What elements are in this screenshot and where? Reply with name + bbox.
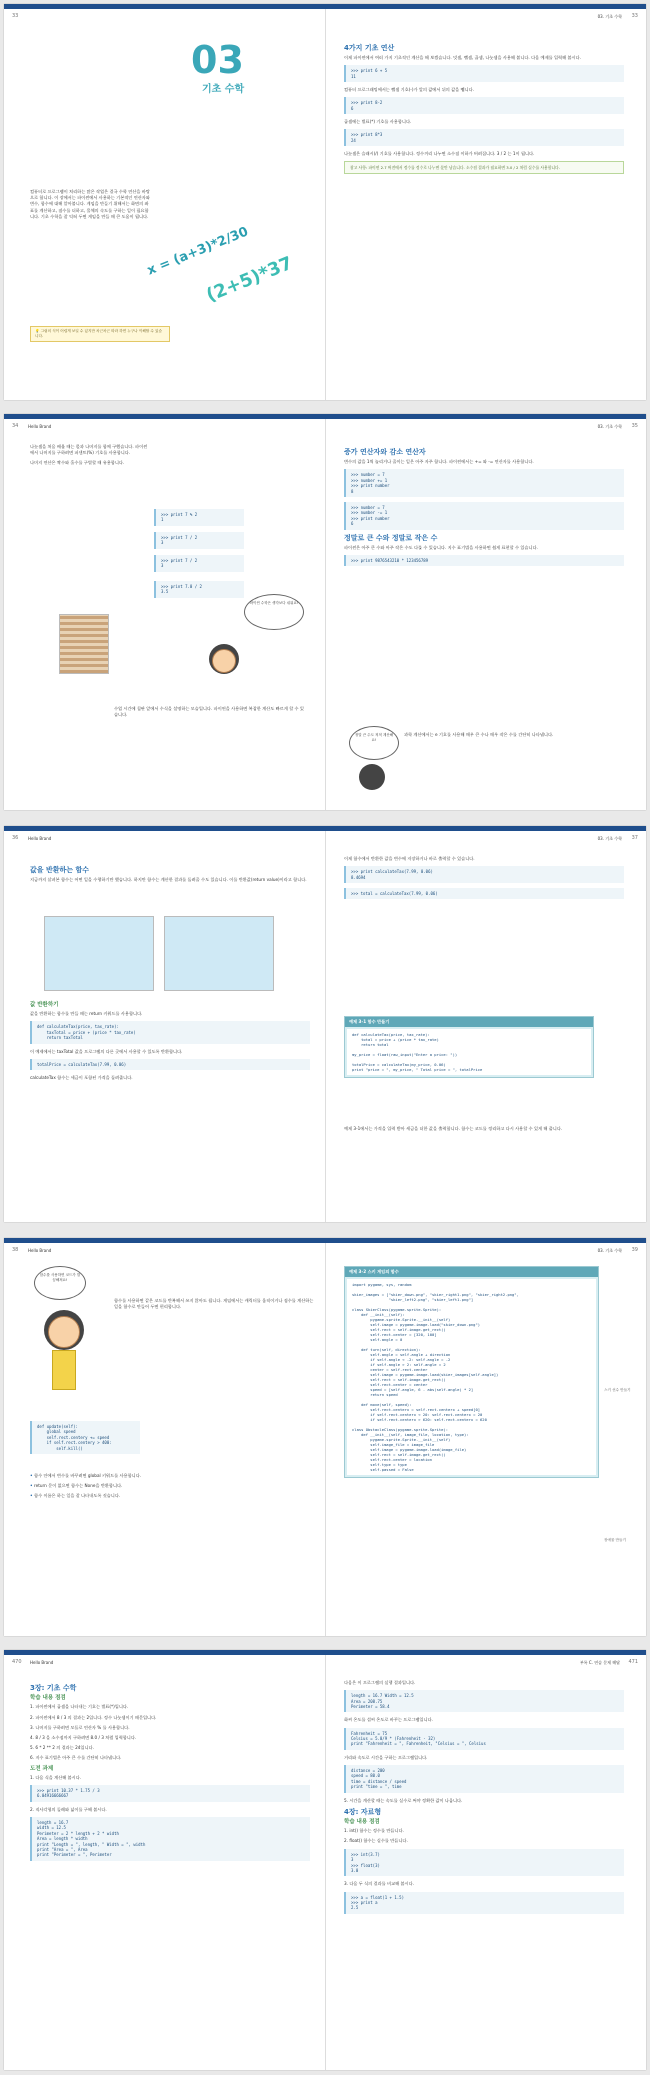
bullet-list — [30, 1473, 310, 1504]
soccer-illustration-2 — [164, 916, 274, 991]
page-number-right: 39 — [631, 1247, 638, 1253]
left-page-text — [30, 444, 150, 471]
paragraph: 지금까지 살펴본 함수는 어떤 일을 수행하기만 했습니다. 하지만 함수는 계산한 결과를 돌려줄 수도 있습니다. 이를 반환값(return value)이라고 합니다. — [30, 877, 307, 883]
running-head-left: Hello Brand — [28, 1248, 52, 1253]
spread-4 — [4, 1238, 646, 1636]
code-example: >>> print 7 / 2 3 — [154, 555, 244, 572]
subsection-heading: 학습 내용 점검 — [344, 1819, 380, 1826]
left-page-text — [114, 1298, 314, 1314]
answer-item: 2. float() 함수는 실수를 만듭니다. — [344, 1838, 408, 1844]
code-example: totalPrice = calculateTax(7.99, 0.06) — [30, 1059, 310, 1070]
speech-bubble: 함수를 사용하면 코드가 깔끔해져요! — [34, 1266, 86, 1300]
note-box — [344, 161, 624, 174]
answer-item: 3. 다음 두 식의 결과를 비교해 봅시다. — [344, 1881, 414, 1887]
chapter-heading: 3장: 기초 수학 — [30, 1684, 77, 1692]
paragraph: 이제 함수에서 반환한 값을 변수에 저장하거나 바로 출력할 수 있습니다. — [344, 856, 475, 861]
running-head-right: 03. 기초 수학 — [597, 836, 622, 841]
page-number-right: 471 — [628, 1659, 638, 1665]
code-example: >>> int(3.7) 3 >>> float(3) 3.0 — [344, 1849, 624, 1877]
paragraph: 곱셈에는 별표(*) 기호를 사용합니다. — [344, 119, 412, 125]
right-page-text — [344, 856, 624, 904]
cartoon-boy-shirt — [52, 1350, 76, 1390]
left-page-text-2 — [30, 998, 310, 1085]
answer-item: 6. 지수 표기법은 아주 큰 수를 간단히 나타냅니다. — [30, 1755, 122, 1761]
intro-text: 컴퓨터로 프로그램이 처리하는 많은 작업은 결국 수학 연산을 바탕으로 합니다. 이 장에서는 파이썬에서 사용하는 기본적인 연산자와 변수, 함수에 대해 알아봅니다. 게임을 만들기 위해서는 화면의 좌표를 계산하고, 점수를 더하고, 물체의 속도를 구하는 일이 필요합니다. 기초 수학을 잘 익혀 두면 게임을 만들 때 큰 도움이 됩니다. — [30, 189, 150, 219]
code-example: >>> print 8-2 6 — [344, 97, 624, 114]
answer-item: 1. 파이썬에서 곱셈을 나타내는 기호는 별표(*)입니다. — [30, 1704, 129, 1710]
paragraph: 나눗셈을 처음 배울 때는 몫과 나머지를 함께 구했습니다. 파이썬에서 나머지를 구하려면 퍼센트(%) 기호를 사용합니다. — [30, 444, 148, 456]
bullet-text: 함수 이름은 하는 일을 잘 나타내도록 짓습니다. — [34, 1493, 121, 1499]
paragraph: 변수의 값을 1씩 늘리거나 줄이는 일은 아주 자주 합니다. 파이썬에서는 += 와 -= 연산자를 사용합니다. — [344, 459, 534, 465]
annotation: 스키 선수 만들기 — [604, 1388, 631, 1392]
paragraph: calculateTax 함수는 세금이 포함된 가격을 돌려줍니다. — [30, 1075, 133, 1081]
code-example: >>> print 8*3 24 — [344, 129, 624, 146]
speech-bubble: 정말 큰 수도 척척 계산해요! — [349, 726, 399, 760]
code-example: length = 16.7 width = 12.5 Perimeter = 2 * length + 2 * width Area = length * width print "Length = ", length, " Width = ", width print "Area = ", Area print "Perimeter = ", Perimeter — [30, 1817, 310, 1861]
spread-2 — [4, 414, 646, 810]
running-head-right: 03. 기초 수학 — [597, 424, 622, 429]
running-head-left: Hello Brand — [28, 836, 52, 841]
paragraph: 화씨 온도를 섭씨 온도로 바꾸는 프로그램입니다. — [344, 1717, 433, 1723]
top-bar — [4, 1650, 646, 1655]
code-example: distance = 200 speed = 80.0 time = distance / speed print "time = ", time — [344, 1765, 624, 1793]
listing-code: import pygame, sys, random skier_images = ["skier_down.png", "skier_right1.png", "skier_right2.png", "skier_left2.png", "skier_left1.png"] class SkierClass(pygame.sprite.Sprite): def __init__(self): pygame.sprite.Sprite.__init__(self) self.image = pygame.image.load("skier_down.png") self.rect = self.image.get_rect() self.rect.center = [320, 100] self.angle = 0 def turn(self, direction): self.angle = self.angle + direction if self.angle < -2: self.angle = -2 if self.angle > 2: self.angle = 2 center = self.rect.center self.image = pygame.image.load(skier_images[self.angle]) self.rect = self.image.get_rect() self.rect.center = center speed = [self.angle, 6 - abs(self.angle) * 2] return speed def move(self, speed): self.rect.centerx = self.rect.centerx + speed[0] if self.rect.centerx < 20: self.rect.centerx = 20 if self.rect.centerx > 620: self.rect.centerx = 620 class ObstacleClass(pygame.sprite.Sprite): def __init__(self, image_file, location, type): pygame.sprite.Sprite.__init__(self) self.image_file = image_file self.image = pygame.image.load(image_file) self.rect = self.image.get_rect() self.rect.center = location self.type = type self.passed = False — [347, 1279, 596, 1475]
paragraph-block — [404, 732, 624, 742]
code-example: >>> print calculateTax(7.99, 0.06) 8.4694 — [344, 866, 624, 883]
example-listing — [344, 1266, 599, 1478]
paragraph: 파이썬은 아주 큰 수와 아주 작은 수도 다룰 수 있습니다. 지수 표기법을 사용하면 쉽게 표현할 수 있습니다. — [344, 544, 538, 550]
chapter-title: 기초 수학 — [202, 84, 245, 95]
soccer-illustration-1 — [44, 916, 154, 991]
speech-bubble: 파이썬 수학은 생각보다 쉬워요! — [244, 594, 304, 630]
cartoon-boy-face — [212, 649, 236, 673]
top-bar — [4, 4, 646, 9]
decorative-formula-2: (2+5)*37 — [203, 252, 296, 307]
running-head-left: Hello Brand — [30, 1660, 54, 1665]
paragraph: 값을 반환하는 함수를 만들 때는 return 키워드를 사용합니다. — [30, 1011, 143, 1017]
listing-code: def calculateTax(price, tax_rate): total = price + (price * tax_rate) return total my_price = float(raw_input("Enter a price: ")) totalPrice = calculateTax(my_price, 0.06) print "price = ", my_price, " Total price = ", totalPrice — [347, 1029, 591, 1075]
chapter-heading: 4장: 자료형 — [344, 1807, 382, 1816]
code-example: >>> print 9876543210 * 123456789 — [344, 555, 624, 566]
page-number-right: 33 — [631, 13, 638, 19]
bullet-item: • 함수 이름은 하는 일을 잘 나타내도록 짓습니다. — [30, 1493, 121, 1499]
page-number-left: 34 — [12, 423, 19, 429]
code-example: >>> print 6 + 5 11 — [344, 65, 624, 82]
left-page-text — [30, 862, 310, 887]
decorative-formula-1: x = (a+3)*2/30 — [145, 224, 251, 279]
cartoon-character-hair — [359, 764, 385, 790]
code-example: >>> number = 7 >>> number -= 1 >>> print number 6 — [344, 502, 624, 530]
paragraph: 이제 파이썬에서 여러 가지 기초적인 계산을 해 보겠습니다. 덧셈, 뺄셈, 곱셈, 나눗셈을 사용해 봅니다. 다음 예제를 입력해 봅시다. — [344, 55, 581, 61]
paragraph: 나머지 연산은 짝수와 홀수를 구별할 때 유용합니다. — [30, 460, 125, 466]
listing-title: 예제 3-2 스키 게임의 함수 — [345, 1267, 598, 1277]
code-example: >>> print 7 / 2 3 — [154, 532, 244, 549]
caption-text: 수업 시간에 칠판 앞에서 수식을 설명하는 모습입니다. 파이썬을 사용하면 복잡한 계산도 빠르게 할 수 있습니다. — [114, 706, 304, 718]
chapter-intro — [30, 189, 150, 224]
spread-5 — [4, 1650, 646, 2070]
answer-item: 5. 6 * 2 ** 2 의 결과는 24입니다. — [30, 1745, 94, 1751]
code-example: >>> number = 7 >>> number += 1 >>> print number 8 — [344, 469, 624, 497]
code-example: >>> total = calculateTax(7.99, 0.06) — [344, 888, 624, 899]
section-heading: 증가 연산자와 감소 연산자 — [344, 448, 426, 456]
paragraph: 이 예제에서는 taxTotal 값을 프로그램의 다른 곳에서 사용할 수 있도록 반환합니다. — [30, 1048, 183, 1054]
paragraph: 예제 3-1에서는 가격을 입력 받아 세금을 더한 값을 출력합니다. 함수는 코드를 정리하고 다시 사용할 수 있게 해 줍니다. — [344, 1126, 563, 1131]
subsection-heading: 학습 내용 점검 — [30, 1695, 66, 1702]
paragraph: 과학 계산에서는 e 기호를 사용해 매우 큰 수나 매우 작은 수를 간단히 나타냅니다. — [404, 732, 554, 737]
code-example: length = 16.7 Width = 12.5 Area = 208.75 Perimeter = 58.4 — [344, 1690, 624, 1712]
bullet-item: • 함수 안에서 변수를 바꾸려면 global 키워드를 사용합니다. — [30, 1473, 142, 1478]
example-listing — [344, 1016, 594, 1078]
lightbulb-icon: 💡 — [35, 329, 40, 333]
page-number-left: 38 — [12, 1247, 19, 1253]
right-page-text — [344, 1680, 624, 1919]
annotation: 장애물 만들기 — [604, 1538, 626, 1542]
chapter-number: 03 — [191, 38, 244, 82]
right-page-text — [344, 40, 624, 177]
answer-item: 2. 직사각형의 둘레와 넓이를 구해 봅시다. — [30, 1806, 107, 1812]
paragraph: 함수를 사용하면 같은 코드를 반복해서 쓰지 않아도 됩니다. 게임에서는 캐릭터를 움직이거나 점수를 계산하는 일을 함수로 만들어 두면 편리합니다. — [114, 1298, 314, 1310]
spread-3 — [4, 826, 646, 1222]
page-number-right: 37 — [631, 835, 638, 841]
paragraph: 컴퓨터 프로그래밍에서는 뺄셈 기호(-)가 앞의 값에서 뒤의 값을 뺍니다. — [344, 87, 475, 93]
paragraph: 거리와 속도로 시간을 구하는 프로그램입니다. — [344, 1754, 428, 1760]
left-page-text — [30, 1680, 310, 1866]
code-example: def calculateTax(price, tax_rate): taxTotal = price + (price * tax_rate) return taxTotal — [30, 1021, 310, 1043]
spread-1 — [4, 4, 646, 400]
caption — [114, 706, 304, 722]
paragraph: 나눗셈은 슬래시(/) 기호를 사용합니다. 정수끼리 나누면 소수점 이하가 버려집니다. 3 / 2 는 1이 됩니다. — [344, 151, 535, 157]
page-number-left: 36 — [12, 835, 19, 841]
running-head-right: 03. 기초 수학 — [597, 1248, 622, 1253]
cartoon-boy-face — [48, 1316, 80, 1348]
tip-box — [30, 326, 170, 342]
top-bar — [4, 414, 646, 419]
note-text: 참고 사항: 파이썬 2.7 버전에서 정수를 정수로 나누면 몫만 남습니다. 소수점 결과가 필요하면 3.0 / 2 처럼 실수를 사용합니다. — [350, 165, 560, 171]
bullet-item: • return 문이 없으면 함수는 None을 반환합니다. — [30, 1483, 123, 1489]
page-number-left: 470 — [12, 1659, 22, 1665]
top-bar — [4, 1238, 646, 1243]
answer-item: 1. 다음 식을 계산해 봅시다. — [30, 1774, 82, 1780]
right-page-text-2 — [344, 1126, 624, 1136]
paragraph: 5. 시간을 계산할 때는 속도를 실수로 써야 정확한 값이 나옵니다. — [344, 1797, 463, 1803]
answer-item: 3. 나머지를 구하려면 모듈로 연산자 % 를 사용합니다. — [30, 1724, 130, 1730]
bullet-text: 함수 안에서 변수를 바꾸려면 global 키워드를 사용합니다. — [34, 1473, 142, 1478]
code-example: >>> print 7.0 / 2 3.5 — [154, 581, 244, 598]
running-head-right: 부록 C. 연습 문제 해답 — [579, 1660, 620, 1665]
section-heading: 정말로 큰 수와 정말로 작은 수 — [344, 533, 438, 542]
section-heading: 4가지 기초 연산 — [344, 44, 395, 52]
subsection-heading: 도전 과제 — [30, 1765, 54, 1772]
subsection-heading: 값 반환하기 — [30, 1002, 59, 1008]
running-head-left: Hello Brand — [28, 424, 52, 429]
top-bar — [4, 826, 646, 831]
tip-text: 그림의 식이 어렵게 보일 수 있지만 차근차근 따라 하면 누구나 이해할 수 있습니다. — [35, 329, 162, 338]
code-example: >>> print 10.37 * 1.75 / 3 6.04916666667 — [30, 1785, 310, 1802]
code-example: def update(self): global speed self.rect.centery += speed if self.rect.centery > 400: self.kill() — [30, 1421, 140, 1454]
code-example: >>> print 7 % 2 1 — [154, 509, 244, 526]
right-page-text — [344, 444, 624, 571]
section-heading: 값을 반환하는 함수 — [30, 866, 89, 874]
running-head-right: 03. 기초 수학 — [597, 14, 622, 19]
paragraph: 다음은 이 프로그램의 실행 결과입니다. — [344, 1680, 416, 1685]
code-example: >>> a = float(1 + 1.5) >>> print a 2.5 — [344, 1892, 624, 1914]
answer-item: 2. 파이썬에서 8 / 3 의 결과는 2입니다. 정수 나눗셈이기 때문입니다. — [30, 1714, 157, 1720]
page-number-left: 33 — [12, 13, 19, 19]
page-number-right: 35 — [631, 423, 638, 429]
answer-item: 1. int() 함수는 정수를 만듭니다. — [344, 1828, 404, 1834]
code-example: Fahrenheit = 75 Celsius = 5.0/9 * (Fahrenheit - 32) print "Fahrenheit = ", Fahrenheit, "Celsius = ", Celsius — [344, 1728, 624, 1750]
chalkboard-illustration — [59, 614, 109, 674]
answer-item: 4. 8 / 3 을 소수점까지 구하려면 8.0 / 3 처럼 입력합니다. — [30, 1735, 137, 1741]
listing-title: 예제 3-1 함수 만들기 — [345, 1017, 593, 1027]
bullet-text: return 문이 없으면 함수는 None을 반환합니다. — [34, 1483, 123, 1489]
